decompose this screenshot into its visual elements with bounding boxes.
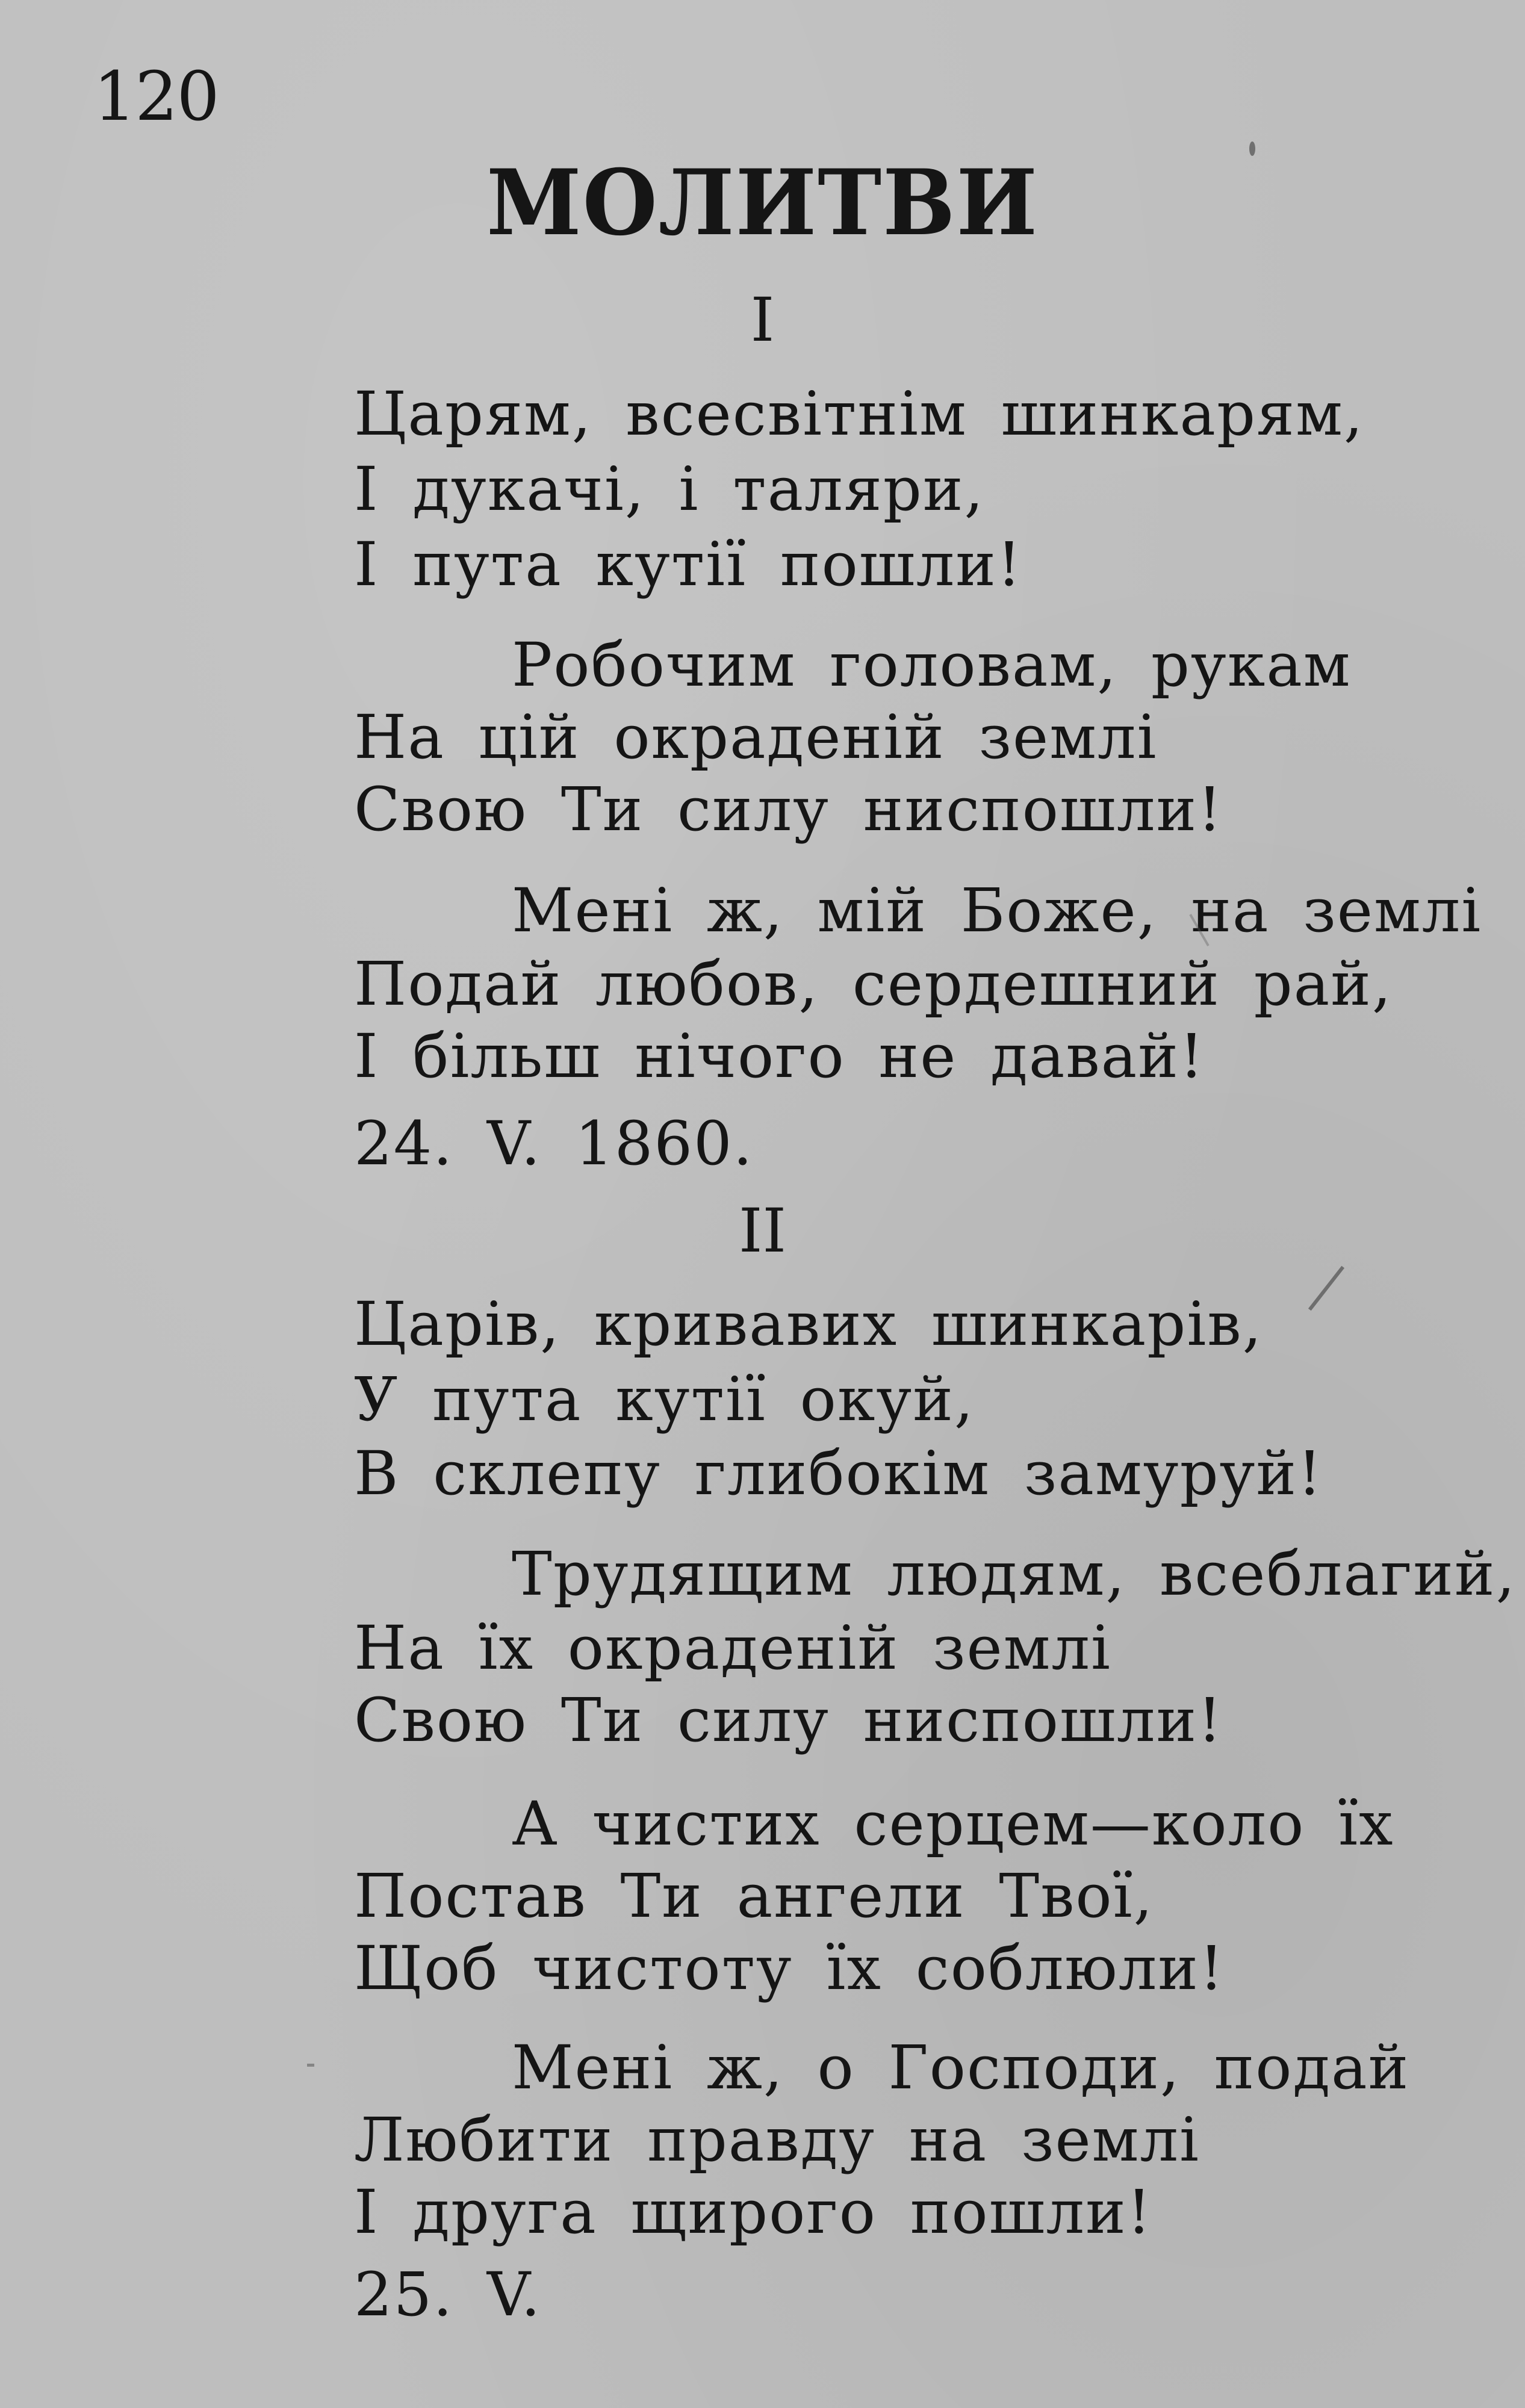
poem-line: І більш нічого не давай! [354,1021,1205,1091]
poem-date: 24. V. 1860. [354,1108,754,1179]
poem-line: На їх окраденій землі [354,1613,1111,1683]
poem-line: Робочим головам, рукам [512,630,1352,700]
poem-line: Свою Ти силу ниспошли! [354,1685,1223,1755]
section-numeral-1: I [750,285,775,355]
poem-line: І друга щирого пошли! [354,2177,1152,2247]
poem-line: Постав Ти ангели Твої, [354,1861,1154,1931]
poem-line: В склепу глибокім замуруй! [354,1438,1323,1509]
poem-line: Мені ж, мій Боже, на землі [512,875,1482,946]
poem-line: Щоб чистоту їх соблюли! [354,1933,1225,2003]
poem-line: Любити правду на землі [354,2105,1200,2175]
section-numeral-2: II [738,1196,786,1266]
paper-speck [307,2064,314,2067]
poem-date: 25. V. [354,2259,542,2330]
paper-scratch [1308,1266,1344,1311]
poem-line: Царів, кривавих шинкарів, [354,1289,1263,1359]
poem-line: На цій окраденій землі [354,702,1158,772]
poem-line: У пута кутії окуй, [354,1364,975,1435]
poem-line: І пута кутії пошли! [354,529,1023,600]
poem-line: Подай любов, сердешний рай, [354,949,1393,1019]
poem-line: І дукачі, і таляри, [354,454,985,524]
poem-line: А чистих серцем—коло їх [512,1789,1394,1859]
paper-speck [1249,141,1255,156]
poem-line: Царям, всесвітнім шинкарям, [354,379,1364,449]
page-number: 120 [93,58,219,136]
poem-line: Мені ж, о Господи, подай [512,2032,1410,2103]
poem-line: Свою Ти силу ниспошли! [354,774,1223,845]
poem-line: Трудящим людям, всеблагий, [512,1539,1517,1609]
poem-title: МОЛИТВИ [486,150,1039,256]
